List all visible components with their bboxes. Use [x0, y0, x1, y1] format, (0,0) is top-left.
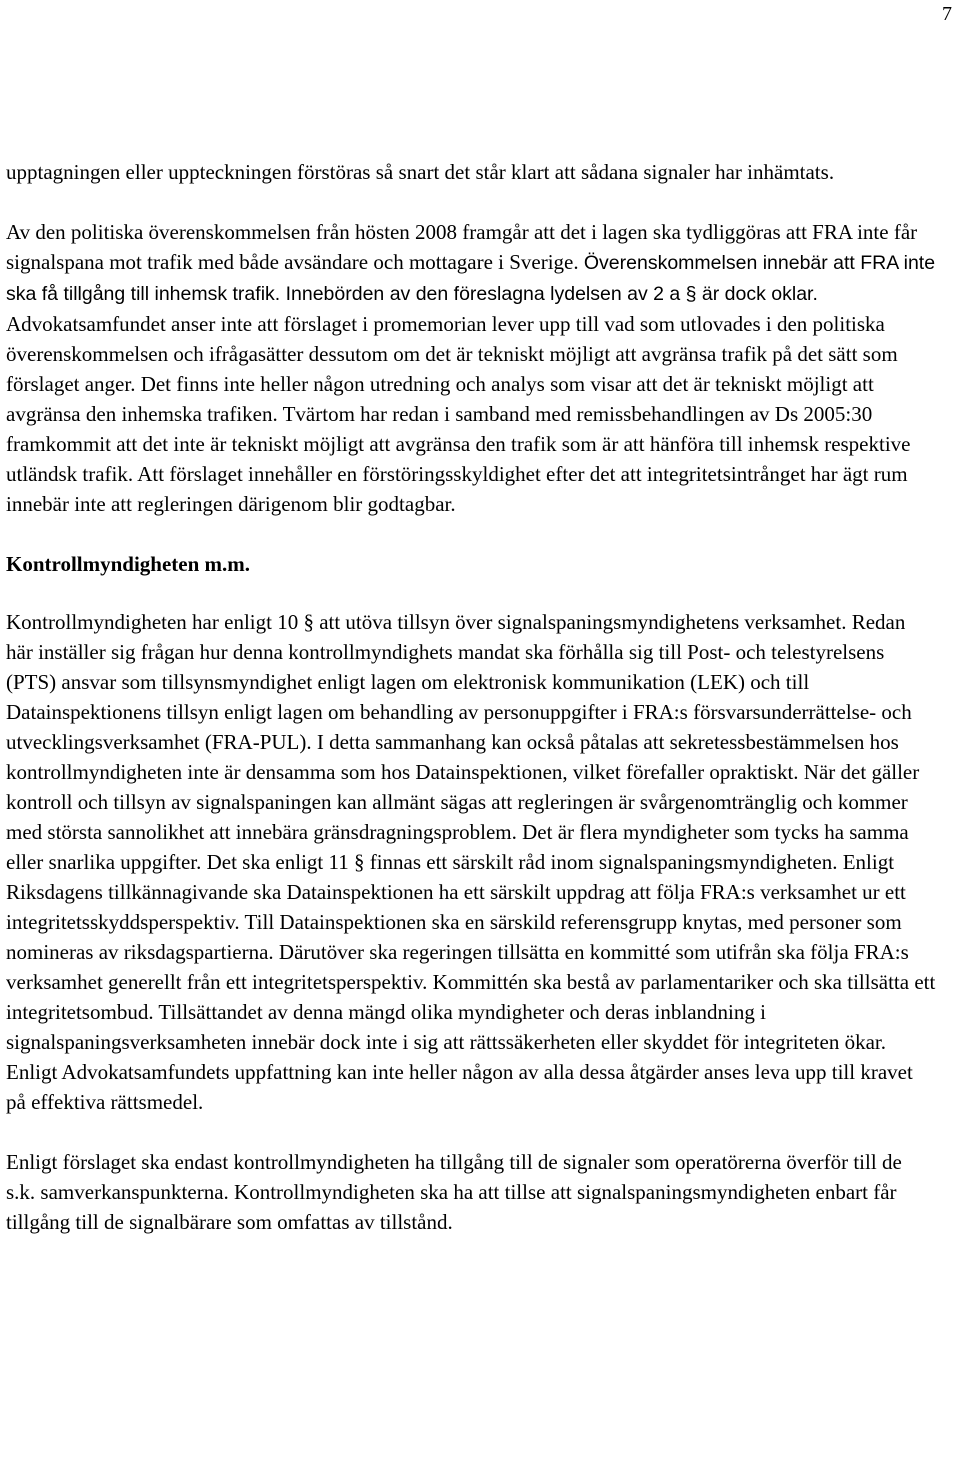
- paragraph-continuation: upptagningen eller uppteckningen förstöras så snart det står klart att sådana signaler har inhämtats.: [6, 160, 835, 184]
- paragraph-text: Advokatsamfundet anser inte att förslaget i promemorian lever upp till vad som utlovades i den politiska överenskommelsen och ifrågasätter dessutom om det är tekniskt möjligt att avgränsa trafik på det sätt som förslaget anger. Det finns inte heller någon utredning och analys som visar att det är tekniskt möjligt att avgränsa den inhemska trafiken. Tvärtom har redan i samband med remissbehandlingen av Ds 2005:30 framkommit att det inte är tekniskt möjligt att avgränsa den trafik som är att hänföra till inhemsk respektive utländsk trafik. Att förslaget innehåller en förstöringsskyldighet efter det att integritetsintrånget har ägt rum innebär inte att regleringen därigenom blir godtagbar.: [6, 312, 911, 516]
- section-heading: Kontrollmyndigheten m.m.: [6, 552, 251, 576]
- paragraph-proposal: Enligt förslaget ska endast kontrollmyndigheten ha tillgång till de signaler som operatörerna överför till de s.k. samverkanspunkterna. Kontrollmyndigheten ska ha att tillse att signalspaningsmyndigheten enbart får tillgång till de signalbärare som omfattas av tillstånd.: [6, 1150, 902, 1234]
- paragraph-control-authority: Kontrollmyndigheten har enligt 10 § att utöva tillsyn över signalspaningsmyndighetens verksamhet. Redan här inställer sig frågan hur denna kontrollmyndighets mandat ska förhålla sig till Post- och telestyrelsens (PTS) ansvar som tillsynsmyndighet enligt lagen om elektronisk kommunikation (LEK) och till Datainspektionens tillsyn enligt lagen om behandling av personuppgifter i FRA:s försvarsunderrättelse- och utvecklingsverksamhet (FRA-PUL). I detta sammanhang kan också påtalas att sekretessbestämmelsen hos kontrollmyndigheten inte är densamma som hos Datainspektionen, vilket förefaller opraktiskt. När det gäller kontroll och tillsyn av signalspaningen kan allmänt sägas att regleringen är svårgenomtränglig och kommer med största sannolikhet att innebära gränsdragningsproblem. Det är flera myndigheter som tycks ha samma eller snarlika uppgifter. Det ska enligt 11 § finnas ett särskilt råd inom signalspaningsmyndigheten. Enligt Riksdagens tillkännagivande ska Datainspektionen ha ett särskilt uppdrag att följa FRA:s verksamhet ur ett integritetsskyddsperspektiv. Till Datainspektionen ska en särskild referensgrupp knytas, med personer som nomineras av riksdagspartierna. Därutöver ska regeringen tillsätta en kommitté som utifrån ska följa FRA:s verksamhet generellt från ett integritetsperspektiv. Kommittén ska bestå av parlamentariker och ska tillsätta ett integritetsombud. Tillsättandet av denna mängd olika myndigheter och deras inblandning i signalspaningsverksamheten innebär dock inte i sig att rättssäkerheten eller skyddet för integriteten ökar. Enligt Advokatsamfundets uppfattning kan inte heller någon av alla dessa åtgärder anses leva upp till kravet på effektiva rättsmedel.: [6, 610, 936, 1114]
- page-number: 7: [942, 3, 952, 25]
- paragraph-political-agreement: [6, 217, 936, 519]
- document-body: [6, 157, 936, 1237]
- paragraph-text: Av den politiska överenskommelsen från hösten 2008 framgår att det i lagen ska tydliggöras att FRA inte får signalspana mot trafik med både avsändare och mottagare i Sverige.: [6, 220, 918, 274]
- paragraph-text-sans: Överenskommelsen innebär att FRA inte ska få tillgång till inhemsk trafik. Innebörden av den föreslagna lydelsen av 2 a § är dock oklar.: [6, 252, 936, 305]
